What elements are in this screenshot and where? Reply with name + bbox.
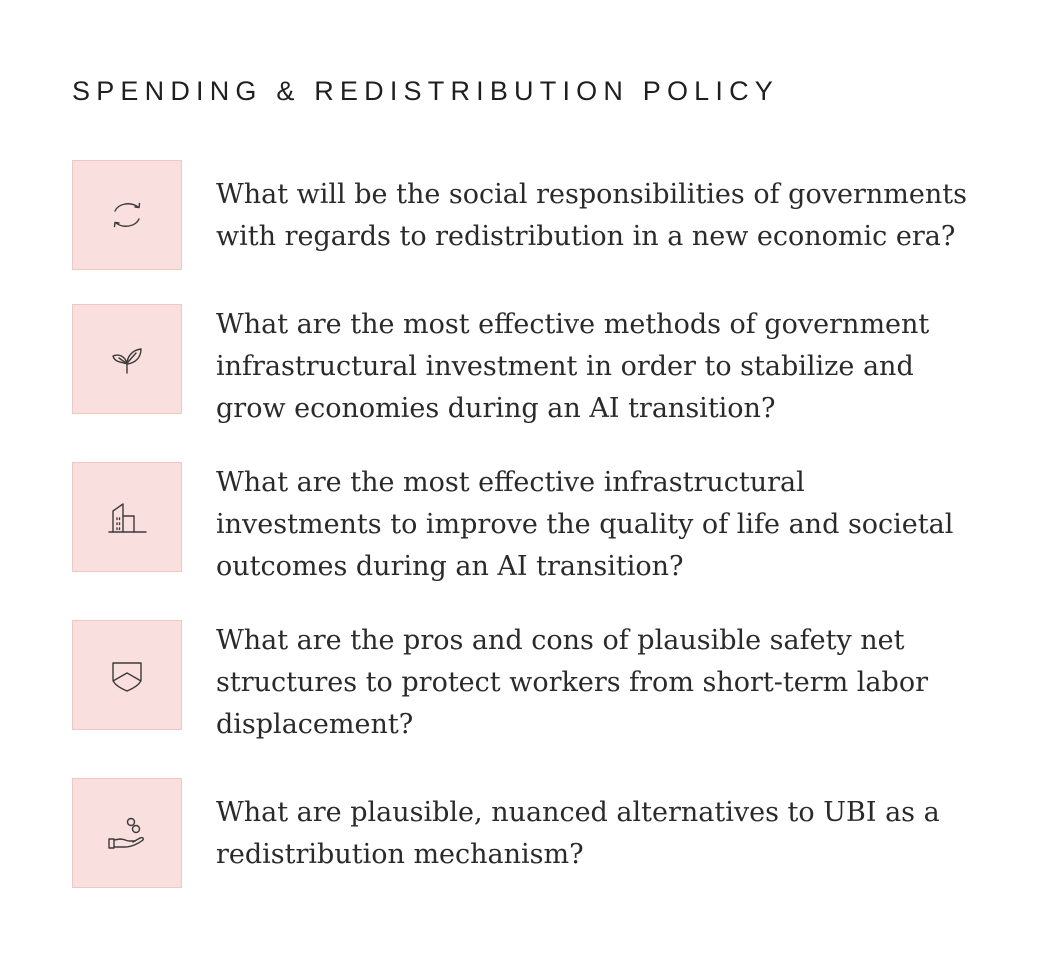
question-item [72,620,972,740]
question-text: What are the pros and cons of plausible safety net structures to protect workers from short-term labor displacement? [216,625,928,740]
icon-tile [72,160,182,270]
icon-tile [72,462,182,572]
question-item [72,462,972,582]
building-icon [105,495,149,539]
section-title: SPENDING & REDISTRIBUTION POLICY [72,76,779,106]
question-item [72,304,972,424]
question-text: What are the most effective infrastructural investments to improve the quality of life and societal outcomes during an AI transition? [216,467,954,582]
icon-tile [72,620,182,730]
question-item [72,160,972,272]
question-text: What are the most effective methods of government infrastructural investment in order to stabilize and grow economies during an AI transition? [216,309,930,424]
question-item [72,778,972,890]
question-text: What are plausible, nuanced alternatives to UBI as a redistribution mechanism? [216,797,940,870]
shield-icon [105,653,149,697]
hand-coins-icon [105,811,149,855]
refresh-icon [105,193,149,237]
icon-tile [72,778,182,888]
sprout-icon [105,337,149,381]
question-text: What will be the social responsibilities of governments with regards to redistribution in a new economic era? [216,179,967,252]
icon-tile [72,304,182,414]
